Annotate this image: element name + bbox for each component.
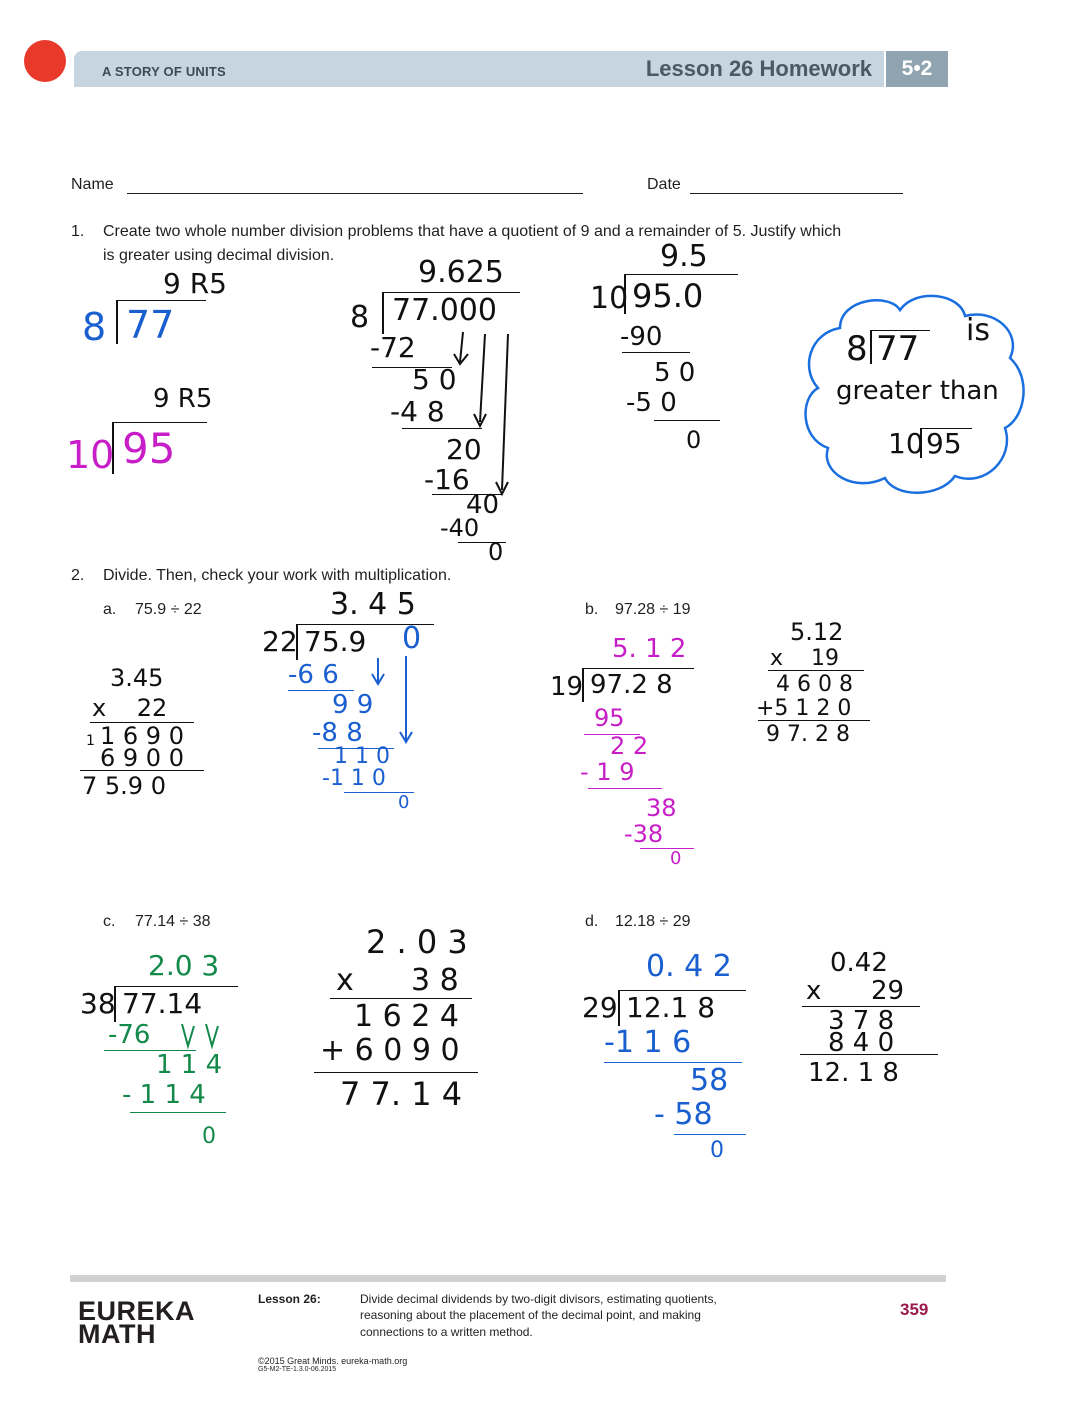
- p2a-long-divisor: 22: [262, 625, 298, 658]
- footer-description-line3: connections to a written method.: [360, 1325, 533, 1339]
- p1-long1-divisor: 8: [350, 300, 370, 335]
- p1-long1-step: 20: [446, 433, 482, 466]
- p2a-check-line: 6 9 0 0: [100, 744, 184, 772]
- subtraction-line: [588, 788, 662, 789]
- problem-2c-expression: 77.14 ÷ 38: [135, 913, 211, 930]
- p2c-long-quotient: 2.0 3: [148, 949, 220, 982]
- p2a-long-step: 0: [398, 792, 410, 813]
- p2b-long-step: - 1 9: [580, 758, 635, 786]
- p2c-check-line: 2 . 0 3: [366, 923, 468, 961]
- cloud-dividend-1: 77: [876, 329, 920, 369]
- p2d-check-line: 3 7 8: [828, 1006, 895, 1036]
- series-label: A STORY OF UNITS: [102, 64, 226, 79]
- division-bar: [112, 422, 207, 423]
- p2d-long-step: -1 1 6: [604, 1025, 692, 1060]
- p2d-long-quotient: 0. 4 2: [646, 949, 732, 984]
- cloud-greater-than-text: greater than: [836, 376, 999, 406]
- footer-copyright: ©2015 Great Minds. eureka-math.org: [258, 1356, 408, 1366]
- p2a-long-extra-zero: 0: [402, 621, 422, 656]
- p2b-long-quotient: 5. 1 2: [612, 634, 687, 664]
- footer-description-line2: reasoning about the placement of the decimal point, and making: [360, 1308, 701, 1322]
- p2d-long-divisor: 29: [582, 991, 618, 1024]
- bring-down-arrows-icon: [440, 322, 520, 500]
- division-bracket: [112, 422, 114, 474]
- p2b-long-step: -38: [624, 820, 664, 848]
- p1-long2-dividend: 95.0: [632, 277, 704, 315]
- name-field[interactable]: [127, 176, 583, 194]
- p2a-carry: 1: [86, 733, 95, 749]
- subtraction-line: [130, 1112, 226, 1113]
- p2c-check-line: 1 6 2 4: [354, 999, 459, 1034]
- p1-long2-step: 5 0: [654, 358, 696, 388]
- division-bracket: [296, 624, 298, 660]
- p2b-check-line: 5.12: [790, 618, 844, 646]
- page-title: Lesson 26 Homework: [645, 56, 872, 81]
- p2d-check-line: 12. 1 8: [808, 1058, 899, 1088]
- p1-long1-step: -4 8: [390, 395, 445, 428]
- p1-long1-step: 40: [466, 490, 500, 520]
- p1-long2-step: -90: [620, 322, 663, 352]
- date-field[interactable]: [690, 176, 903, 194]
- problem-1-text-line1: Create two whole number division problems that have a quotient of 9 and a remainder of 5. Justify which: [103, 223, 842, 240]
- problem-2d-label: d.: [585, 913, 599, 930]
- p2b-long-step: 0: [670, 848, 682, 869]
- p1-dividend-1: 77: [126, 303, 175, 347]
- p1-long2-quotient: 9.5: [660, 239, 708, 274]
- p2d-check-line: x 29: [806, 976, 905, 1006]
- p2d-long-step: - 58: [654, 1097, 713, 1132]
- p1-long2-step: 0: [686, 426, 702, 454]
- p2c-long-step: 1 1 4: [156, 1050, 223, 1080]
- p2c-check-line: + 6 0 9 0: [320, 1033, 460, 1068]
- p2b-check-line: x 19: [770, 646, 839, 671]
- division-bar: [116, 300, 206, 301]
- problem-2b-expression: 97.28 ÷ 19: [615, 601, 691, 618]
- p1-divisor-2: 10: [66, 433, 115, 477]
- p2d-long-step: 0: [710, 1138, 724, 1163]
- grade-module-badge: 5•2: [886, 51, 948, 87]
- p2c-check-line: x 3 8: [336, 963, 459, 998]
- problem-2c-label: c.: [103, 913, 116, 930]
- name-label: Name: [71, 176, 114, 193]
- p2c-long-step: - 1 1 4: [122, 1080, 206, 1110]
- p1-long1-step: 0: [488, 538, 504, 566]
- division-bracket: [920, 428, 922, 458]
- addition-line: [800, 1054, 938, 1055]
- date-label: Date: [647, 176, 681, 193]
- p2d-check-line: 0.42: [830, 948, 888, 978]
- addition-line: [80, 770, 204, 771]
- footer-lesson-label: Lesson 26:: [258, 1292, 321, 1306]
- division-bracket: [582, 668, 584, 702]
- p2c-long-dividend: 77.14: [122, 987, 203, 1020]
- p2a-long-quotient: 3. 4 5: [330, 587, 416, 622]
- p2b-check-line: +5 1 2 0: [756, 696, 852, 721]
- bring-down-arrows-icon: [360, 652, 420, 752]
- p2a-long-step: -6 6: [288, 660, 339, 690]
- p2a-check-line: x 22: [92, 694, 168, 722]
- p1-long2-step: -5 0: [626, 388, 677, 418]
- p1-quotient-1: 9 R5: [163, 267, 227, 300]
- subtraction-line: [654, 420, 720, 421]
- p2b-long-step: 2 2: [610, 732, 649, 760]
- cloud-divisor-2: 10: [888, 427, 924, 460]
- p1-long1-quotient: 9.625: [418, 255, 504, 290]
- p2c-long-step: -76: [108, 1020, 151, 1050]
- cloud-divisor-1: 8: [846, 329, 868, 369]
- problem-2b-label: b.: [585, 601, 599, 618]
- p2a-long-step: -1 1 0: [322, 766, 386, 791]
- subtraction-line: [674, 1134, 746, 1135]
- p2a-long-step: 9 9: [332, 690, 374, 720]
- p1-long1-dividend: 77.000: [392, 293, 497, 328]
- p2b-check-line: 4 6 0 8: [776, 672, 853, 697]
- p2a-long-step: 1 1 0: [334, 744, 390, 769]
- problem-2a-label: a.: [103, 601, 117, 618]
- p1-long1-step: -72: [370, 331, 416, 364]
- multiplication-line: [768, 670, 864, 671]
- problem-2d-expression: 12.18 ÷ 29: [615, 913, 691, 930]
- p2d-long-dividend: 12.1 8: [626, 991, 716, 1024]
- division-bracket: [116, 300, 118, 344]
- p2a-long-step: -8 8: [312, 718, 363, 748]
- p2b-long-divisor: 19: [550, 672, 584, 702]
- addition-line: [758, 720, 870, 721]
- p1-divisor-1: 8: [82, 305, 107, 349]
- division-bracket: [382, 292, 384, 334]
- p1-long1-step: -16: [424, 463, 470, 496]
- p2a-check-line: 7 5.9 0: [82, 772, 166, 800]
- p1-dividend-2: 95: [122, 424, 176, 473]
- p1-long1-step: -40: [440, 514, 480, 542]
- page-number: 359: [900, 1300, 929, 1319]
- p2c-long-divisor: 38: [80, 987, 116, 1020]
- subtraction-line: [640, 848, 694, 849]
- addition-line: [314, 1072, 478, 1073]
- p2b-long-step: 95: [594, 704, 625, 732]
- cloud-dividend-2: 95: [926, 427, 962, 460]
- logo-line2: MATH: [78, 1319, 156, 1349]
- p2b-long-step: 38: [646, 794, 677, 822]
- p2b-check-line: 9 7. 2 8: [766, 722, 850, 747]
- red-dot-icon: [24, 40, 66, 82]
- logo-line1: EUREKA: [78, 1296, 196, 1326]
- footer-description-line1: Divide decimal dividends by two-digit divisors, estimating quotients,: [360, 1292, 717, 1306]
- division-bar: [624, 274, 738, 275]
- p1-long1-step: 5 0: [412, 363, 457, 396]
- division-bar: [582, 668, 694, 669]
- p1-quotient-2: 9 R5: [153, 384, 213, 414]
- bring-down-arrows-icon: [176, 1020, 226, 1052]
- p2c-check-line: 7 7. 1 4: [340, 1075, 463, 1113]
- p2d-long-step: 58: [690, 1063, 729, 1098]
- p2a-check-line: 1 6 9 0: [100, 722, 184, 750]
- division-bracket: [870, 330, 872, 364]
- problem-2-text: Divide. Then, check your work with multiplication.: [103, 567, 452, 584]
- problem-2-number: 2.: [71, 567, 85, 584]
- division-bracket: [624, 274, 626, 314]
- division-bracket: [618, 990, 620, 1026]
- p2d-check-line: 8 4 0: [828, 1028, 895, 1058]
- division-bracket: [114, 986, 116, 1022]
- eureka-math-logo: [78, 1296, 196, 1349]
- problem-1-text-line2: is greater using decimal division.: [103, 247, 335, 264]
- p2a-check-line: 3.45: [110, 664, 164, 692]
- problem-1-number: 1.: [71, 223, 85, 240]
- footer-code: G5-M2-TE-1.3.0-06.2015: [258, 1366, 337, 1373]
- p2b-long-dividend: 97.2 8: [590, 670, 673, 700]
- p2a-long-dividend: 75.9: [304, 625, 367, 658]
- problem-2a-expression: 75.9 ÷ 22: [135, 601, 202, 618]
- p2c-long-step: 0: [202, 1124, 216, 1149]
- cloud-is-text: is: [966, 313, 990, 348]
- footer-bar: [70, 1275, 946, 1282]
- p1-long2-divisor: 10: [590, 281, 629, 316]
- subtraction-line: [622, 352, 690, 353]
